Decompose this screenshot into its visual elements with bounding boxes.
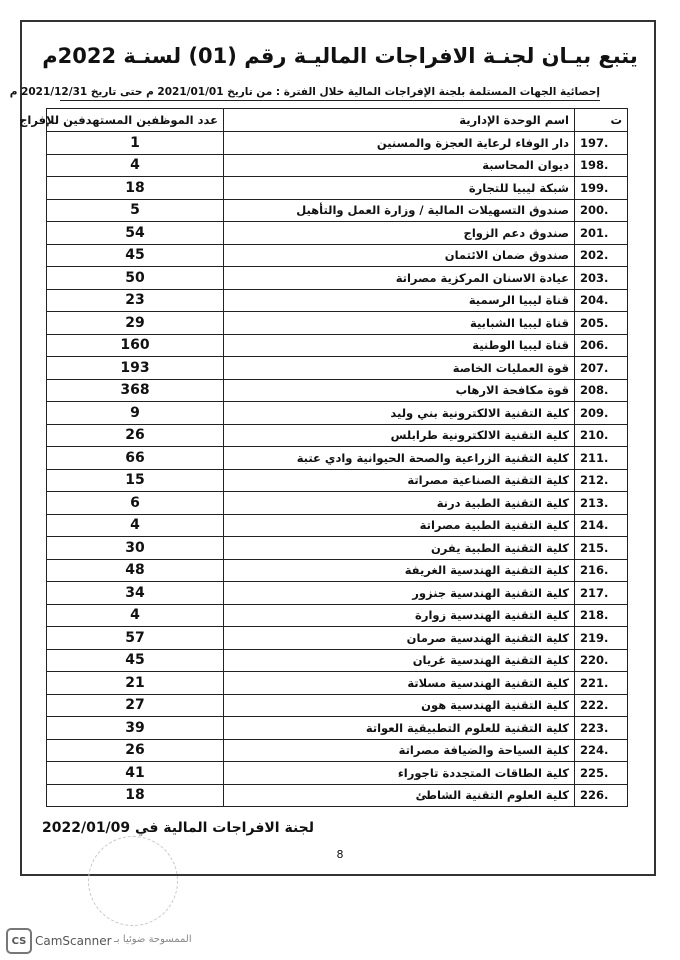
table-row [47,762,628,785]
table-row [47,582,628,605]
table-row [47,492,628,515]
table-row [47,672,628,695]
table-row [47,199,628,222]
row-num: 222. [575,694,628,717]
row-count: 30 [47,537,224,560]
table-row [47,717,628,740]
row-name: عيادة الاسنان المركزية مصراتة [224,267,575,290]
row-count: 6 [47,492,224,515]
camscanner-arabic: الممسوحة ضوئيا بـ [114,934,192,945]
row-name: كلية التقنية الهندسية الغريفة [224,559,575,582]
row-name: كلية التقنية الطبية درنة [224,492,575,515]
row-num: 203. [575,267,628,290]
table-row [47,784,628,807]
row-name: قناة ليبيا الرسمية [224,289,575,312]
row-num: 200. [575,199,628,222]
row-name: كلية التقنية الالكترونية طرابلس [224,424,575,447]
table-row [47,604,628,627]
row-num: 199. [575,177,628,200]
row-num: 218. [575,604,628,627]
row-num: 219. [575,627,628,650]
row-count: 45 [47,649,224,672]
row-count: 23 [47,289,224,312]
table-header-row [47,109,628,132]
table-row [47,334,628,357]
row-count: 34 [47,582,224,605]
row-name: صندوق ضمان الائتمان [224,244,575,267]
camscanner-text: CamScanner [35,934,112,948]
row-num: 223. [575,717,628,740]
table-row [47,402,628,425]
row-name: كلية التقنية الالكترونية بني وليد [224,402,575,425]
table-row [47,222,628,245]
row-num: 211. [575,447,628,470]
row-count: 54 [47,222,224,245]
row-name: قناة ليبيا الشبابية [224,312,575,335]
footer [42,820,314,836]
table-row [47,312,628,335]
row-count: 29 [47,312,224,335]
table-row [47,559,628,582]
row-num: 215. [575,537,628,560]
row-count: 26 [47,739,224,762]
row-count: 48 [47,559,224,582]
table-row [47,514,628,537]
table-row [47,379,628,402]
header-num: ت [575,109,628,132]
row-count: 368 [47,379,224,402]
row-num: 206. [575,334,628,357]
row-name: كلية التقنية الهندسية صرمان [224,627,575,650]
row-count: 1 [47,132,224,155]
row-num: 216. [575,559,628,582]
row-num: 221. [575,672,628,695]
row-count: 15 [47,469,224,492]
row-count: 4 [47,604,224,627]
row-name: كلية التقنية الهندسية مسلاتة [224,672,575,695]
row-num: 224. [575,739,628,762]
row-count: 21 [47,672,224,695]
row-name: كلية التقنية الهندسية غريان [224,649,575,672]
row-num: 213. [575,492,628,515]
row-num: 207. [575,357,628,380]
row-count: 57 [47,627,224,650]
row-name: شبكة ليبيا للتجارة [224,177,575,200]
row-num: 204. [575,289,628,312]
row-count: 41 [47,762,224,785]
table-row [47,177,628,200]
row-num: 197. [575,132,628,155]
row-name: صندوق التسهيلات المالية / وزارة العمل والتأهيل [224,199,575,222]
row-name: كلية العلوم التقنية الشاطئ [224,784,575,807]
row-name: دار الوفاء لرعاية العجزة والمسنين [224,132,575,155]
document-title: يتبع بيـان لجنـة الافراجات الماليـة رقم (01) لسنـة 2022م [42,44,638,68]
header-name: اسم الوحدة الإدارية [224,109,575,132]
camscanner-watermark [6,928,112,954]
table-row [47,649,628,672]
row-name: كلية التقنية للعلوم التطبيقية العواتة [224,717,575,740]
row-name: كلية الطاقات المتجددة تاجوراء [224,762,575,785]
row-name: كلية التقنية الهندسية جنزور [224,582,575,605]
row-count: 26 [47,424,224,447]
page-number: 8 [336,848,344,861]
row-name: كلية التقنية الهندسية زوارة [224,604,575,627]
row-num: 225. [575,762,628,785]
row-num: 220. [575,649,628,672]
row-count: 27 [47,694,224,717]
row-count: 4 [47,514,224,537]
table-row [47,154,628,177]
row-name: كلية التقنية الزراعية والصحة الحيوانية وادي عتبة [224,447,575,470]
row-name: كلية التقنية الطبية مصراتة [224,514,575,537]
row-num: 208. [575,379,628,402]
row-count: 193 [47,357,224,380]
row-count: 160 [47,334,224,357]
table-row [47,537,628,560]
table-row [47,357,628,380]
footer-label: لجنة الافراجات المالية في [135,820,315,836]
row-name: قوة مكافحة الارهاب [224,379,575,402]
row-count: 4 [47,154,224,177]
table-row [47,244,628,267]
row-name: كلية السياحة والضيافة مصراتة [224,739,575,762]
table-row [47,469,628,492]
row-num: 212. [575,469,628,492]
row-name: قوة العمليات الخاصة [224,357,575,380]
table-row [47,739,628,762]
row-count: 66 [47,447,224,470]
row-num: 210. [575,424,628,447]
row-num: 198. [575,154,628,177]
row-count: 39 [47,717,224,740]
row-name: كلية التقنية الهندسية هون [224,694,575,717]
row-num: 209. [575,402,628,425]
row-count: 18 [47,784,224,807]
row-name: كلية التقنية الصناعية مصراتة [224,469,575,492]
table-row [47,267,628,290]
row-count: 18 [47,177,224,200]
row-name: كلية التقنية الطبية يفرن [224,537,575,560]
row-name: صندوق دعم الزواج [224,222,575,245]
row-name: ديوان المحاسبة [224,154,575,177]
row-count: 5 [47,199,224,222]
row-count: 9 [47,402,224,425]
table-row [47,447,628,470]
table-row [47,627,628,650]
row-num: 201. [575,222,628,245]
row-name: قناة ليبيا الوطنية [224,334,575,357]
row-count: 45 [47,244,224,267]
data-table [19,108,628,807]
row-num: 205. [575,312,628,335]
row-num: 226. [575,784,628,807]
row-num: 202. [575,244,628,267]
row-count: 50 [47,267,224,290]
table-row [47,424,628,447]
table-row [47,289,628,312]
footer-date: 2022/01/09 [42,820,131,836]
table-row [47,132,628,155]
row-num: 217. [575,582,628,605]
header-count: عدد الموظفين المستهدفين للإفراج [47,109,224,132]
document-subtitle: إحصائية الجهات المستلمة بلجنة الإفراجات المالية خلال الفترة : من تاريخ 2021/01/01 م حتى تاريخ 2021/12/31 م [60,86,600,101]
table-row [47,694,628,717]
row-num: 214. [575,514,628,537]
camscanner-logo-icon: CS [6,928,32,954]
